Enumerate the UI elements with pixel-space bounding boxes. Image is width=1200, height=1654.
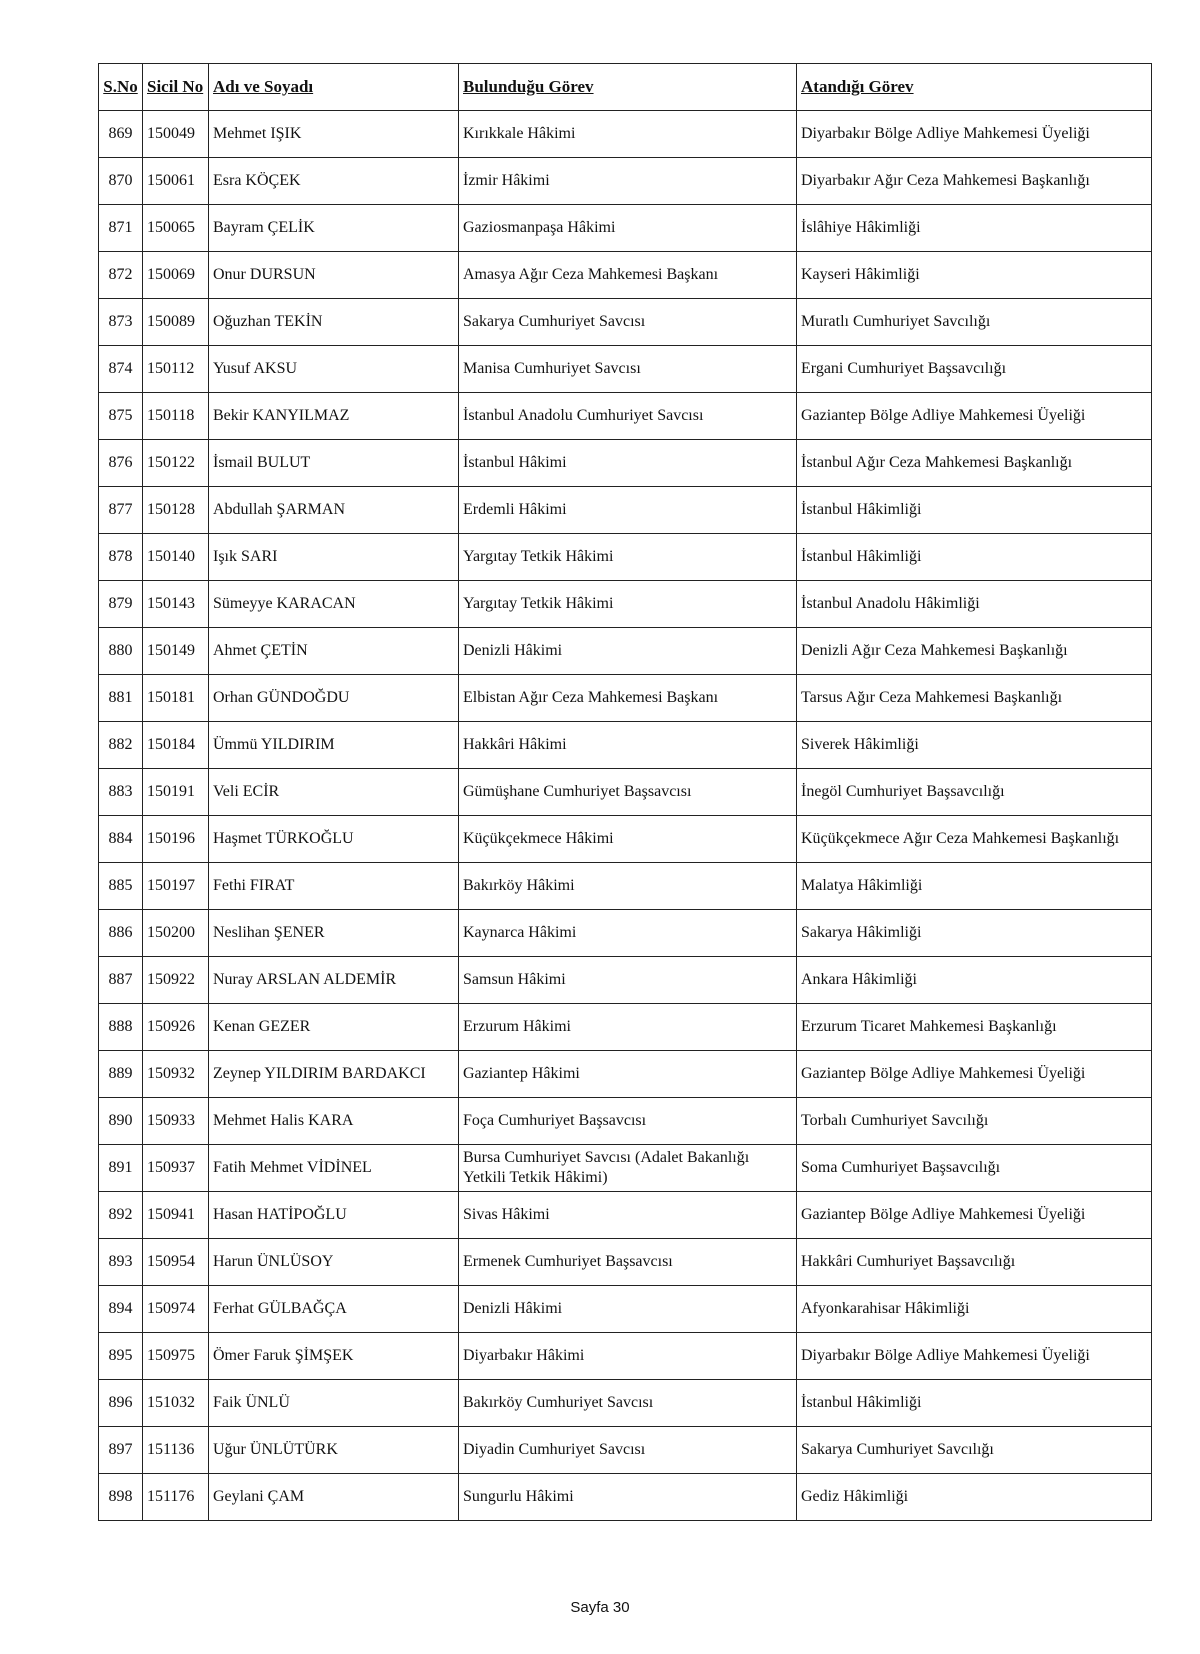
cell-name: Fatih Mehmet VİDİNEL	[209, 1145, 459, 1192]
cell-sicil-no: 150065	[143, 205, 209, 252]
cell-name: İsmail BULUT	[209, 440, 459, 487]
cell-sno: 870	[99, 158, 143, 205]
table-row	[99, 1380, 1152, 1427]
table-row	[99, 1333, 1152, 1380]
cell-name: Oğuzhan TEKİN	[209, 299, 459, 346]
cell-name: Orhan GÜNDOĞDU	[209, 675, 459, 722]
cell-sno: 898	[99, 1474, 143, 1521]
cell-sno: 887	[99, 957, 143, 1004]
cell-assigned-position: Gediz Hâkimliği	[797, 1474, 1152, 1521]
cell-current-position: Diyarbakır Hâkimi	[459, 1333, 797, 1380]
cell-assigned-position: Torbalı Cumhuriyet Savcılığı	[797, 1098, 1152, 1145]
cell-current-position: Kırıkkale Hâkimi	[459, 111, 797, 158]
cell-name: Haşmet TÜRKOĞLU	[209, 816, 459, 863]
cell-assigned-position: Diyarbakır Ağır Ceza Mahkemesi Başkanlığı	[797, 158, 1152, 205]
cell-assigned-position: Gaziantep Bölge Adliye Mahkemesi Üyeliği	[797, 1051, 1152, 1098]
cell-assigned-position: Ankara Hâkimliği	[797, 957, 1152, 1004]
table-row	[99, 1192, 1152, 1239]
cell-assigned-position: Ergani Cumhuriyet Başsavcılığı	[797, 346, 1152, 393]
table-row	[99, 1239, 1152, 1286]
cell-name: Harun ÜNLÜSOY	[209, 1239, 459, 1286]
cell-sno: 886	[99, 910, 143, 957]
cell-assigned-position: İslâhiye Hâkimliği	[797, 205, 1152, 252]
cell-assigned-position: İstanbul Hâkimliği	[797, 487, 1152, 534]
cell-sno: 884	[99, 816, 143, 863]
cell-sicil-no: 150049	[143, 111, 209, 158]
cell-sno: 876	[99, 440, 143, 487]
cell-sicil-no: 150118	[143, 393, 209, 440]
header-name: Adı ve Soyadı	[209, 64, 459, 111]
cell-sicil-no: 150975	[143, 1333, 209, 1380]
cell-name: Hasan HATİPOĞLU	[209, 1192, 459, 1239]
table-body	[99, 111, 1152, 1521]
cell-sno: 873	[99, 299, 143, 346]
cell-sicil-no: 150128	[143, 487, 209, 534]
cell-sno: 895	[99, 1333, 143, 1380]
cell-assigned-position: Gaziantep Bölge Adliye Mahkemesi Üyeliği	[797, 1192, 1152, 1239]
cell-current-position: Gaziosmanpaşa Hâkimi	[459, 205, 797, 252]
cell-sicil-no: 150954	[143, 1239, 209, 1286]
cell-name: Onur DURSUN	[209, 252, 459, 299]
cell-current-position: Sungurlu Hâkimi	[459, 1474, 797, 1521]
table-row	[99, 957, 1152, 1004]
cell-name: Ahmet ÇETİN	[209, 628, 459, 675]
cell-sno: 885	[99, 863, 143, 910]
table-row	[99, 1145, 1152, 1192]
table-row	[99, 581, 1152, 628]
table-row	[99, 628, 1152, 675]
cell-current-position: Erdemli Hâkimi	[459, 487, 797, 534]
cell-current-position: Diyadin Cumhuriyet Savcısı	[459, 1427, 797, 1474]
table-row	[99, 1004, 1152, 1051]
cell-assigned-position: Diyarbakır Bölge Adliye Mahkemesi Üyeliği	[797, 111, 1152, 158]
cell-sno: 878	[99, 534, 143, 581]
cell-name: Ümmü YILDIRIM	[209, 722, 459, 769]
cell-name: Fethi FIRAT	[209, 863, 459, 910]
cell-sicil-no: 150143	[143, 581, 209, 628]
cell-assigned-position: Erzurum Ticaret Mahkemesi Başkanlığı	[797, 1004, 1152, 1051]
cell-current-position: İstanbul Anadolu Cumhuriyet Savcısı	[459, 393, 797, 440]
cell-sno: 879	[99, 581, 143, 628]
cell-assigned-position: Malatya Hâkimliği	[797, 863, 1152, 910]
cell-name: Bekir KANYILMAZ	[209, 393, 459, 440]
table-row	[99, 205, 1152, 252]
cell-assigned-position: İstanbul Anadolu Hâkimliği	[797, 581, 1152, 628]
cell-name: Neslihan ŞENER	[209, 910, 459, 957]
cell-current-position: Küçükçekmece Hâkimi	[459, 816, 797, 863]
cell-current-position: Kaynarca Hâkimi	[459, 910, 797, 957]
cell-sicil-no: 150941	[143, 1192, 209, 1239]
table-row	[99, 1474, 1152, 1521]
cell-assigned-position: Hakkâri Cumhuriyet Başsavcılığı	[797, 1239, 1152, 1286]
appointments-table	[98, 63, 1152, 1521]
cell-name: Kenan GEZER	[209, 1004, 459, 1051]
cell-current-position: İstanbul Hâkimi	[459, 440, 797, 487]
cell-sicil-no: 150069	[143, 252, 209, 299]
cell-current-position: Bakırköy Hâkimi	[459, 863, 797, 910]
cell-sno: 872	[99, 252, 143, 299]
cell-assigned-position: Siverek Hâkimliği	[797, 722, 1152, 769]
cell-sno: 896	[99, 1380, 143, 1427]
cell-current-position: Bakırköy Cumhuriyet Savcısı	[459, 1380, 797, 1427]
cell-sno: 871	[99, 205, 143, 252]
cell-sicil-no: 150937	[143, 1145, 209, 1192]
cell-current-position: Hakkâri Hâkimi	[459, 722, 797, 769]
cell-sicil-no: 150926	[143, 1004, 209, 1051]
cell-sicil-no: 150181	[143, 675, 209, 722]
cell-sicil-no: 150196	[143, 816, 209, 863]
cell-current-position: Samsun Hâkimi	[459, 957, 797, 1004]
cell-sicil-no: 150112	[143, 346, 209, 393]
cell-name: Uğur ÜNLÜTÜRK	[209, 1427, 459, 1474]
table-row	[99, 440, 1152, 487]
cell-sno: 875	[99, 393, 143, 440]
cell-sicil-no: 151176	[143, 1474, 209, 1521]
header-current-position: Bulunduğu Görev	[459, 64, 797, 111]
cell-name: Faik ÜNLÜ	[209, 1380, 459, 1427]
cell-sno: 869	[99, 111, 143, 158]
cell-name: Nuray ARSLAN ALDEMİR	[209, 957, 459, 1004]
cell-name: Işık SARI	[209, 534, 459, 581]
cell-current-position: Sakarya Cumhuriyet Savcısı	[459, 299, 797, 346]
table-row	[99, 910, 1152, 957]
table-row	[99, 346, 1152, 393]
cell-sno: 880	[99, 628, 143, 675]
cell-sno: 897	[99, 1427, 143, 1474]
cell-sno: 883	[99, 769, 143, 816]
cell-current-position: Manisa Cumhuriyet Savcısı	[459, 346, 797, 393]
cell-name: Ömer Faruk ŞİMŞEK	[209, 1333, 459, 1380]
cell-sicil-no: 150932	[143, 1051, 209, 1098]
cell-assigned-position: Denizli Ağır Ceza Mahkemesi Başkanlığı	[797, 628, 1152, 675]
cell-sicil-no: 150974	[143, 1286, 209, 1333]
table-row	[99, 816, 1152, 863]
cell-sno: 874	[99, 346, 143, 393]
cell-sno: 890	[99, 1098, 143, 1145]
cell-assigned-position: Sakarya Hâkimliği	[797, 910, 1152, 957]
cell-sicil-no: 150122	[143, 440, 209, 487]
header-assigned-position: Atandığı Görev	[797, 64, 1152, 111]
table-row	[99, 534, 1152, 581]
cell-current-position: İzmir Hâkimi	[459, 158, 797, 205]
table-row	[99, 675, 1152, 722]
cell-sicil-no: 150089	[143, 299, 209, 346]
cell-current-position: Yargıtay Tetkik Hâkimi	[459, 581, 797, 628]
cell-assigned-position: Sakarya Cumhuriyet Savcılığı	[797, 1427, 1152, 1474]
cell-sicil-no: 151136	[143, 1427, 209, 1474]
cell-sicil-no: 150149	[143, 628, 209, 675]
cell-assigned-position: İstanbul Hâkimliği	[797, 1380, 1152, 1427]
cell-sicil-no: 150922	[143, 957, 209, 1004]
cell-current-position: Erzurum Hâkimi	[459, 1004, 797, 1051]
cell-assigned-position: Tarsus Ağır Ceza Mahkemesi Başkanlığı	[797, 675, 1152, 722]
table-row	[99, 487, 1152, 534]
table-row	[99, 1286, 1152, 1333]
cell-sicil-no: 150184	[143, 722, 209, 769]
cell-name: Geylani ÇAM	[209, 1474, 459, 1521]
cell-sicil-no: 150197	[143, 863, 209, 910]
cell-current-position: Elbistan Ağır Ceza Mahkemesi Başkanı	[459, 675, 797, 722]
cell-sno: 888	[99, 1004, 143, 1051]
cell-sicil-no: 150140	[143, 534, 209, 581]
cell-assigned-position: İstanbul Ağır Ceza Mahkemesi Başkanlığı	[797, 440, 1152, 487]
header-sicil-no: Sicil No	[143, 64, 209, 111]
table-row	[99, 722, 1152, 769]
cell-sno: 891	[99, 1145, 143, 1192]
cell-sicil-no: 150191	[143, 769, 209, 816]
table-header-row	[99, 64, 1152, 111]
cell-sicil-no: 151032	[143, 1380, 209, 1427]
cell-assigned-position: Kayseri Hâkimliği	[797, 252, 1152, 299]
cell-sno: 877	[99, 487, 143, 534]
cell-current-position: Gaziantep Hâkimi	[459, 1051, 797, 1098]
cell-name: Veli ECİR	[209, 769, 459, 816]
cell-name: Esra KÖÇEK	[209, 158, 459, 205]
cell-current-position: Gümüşhane Cumhuriyet Başsavcısı	[459, 769, 797, 816]
cell-current-position: Sivas Hâkimi	[459, 1192, 797, 1239]
cell-current-position: Amasya Ağır Ceza Mahkemesi Başkanı	[459, 252, 797, 299]
table-row	[99, 769, 1152, 816]
table-row	[99, 1427, 1152, 1474]
table-row	[99, 252, 1152, 299]
table-row	[99, 158, 1152, 205]
cell-name: Sümeyye KARACAN	[209, 581, 459, 628]
cell-sno: 894	[99, 1286, 143, 1333]
cell-sicil-no: 150933	[143, 1098, 209, 1145]
cell-name: Mehmet IŞIK	[209, 111, 459, 158]
table-row	[99, 393, 1152, 440]
cell-name: Mehmet Halis KARA	[209, 1098, 459, 1145]
table-row	[99, 111, 1152, 158]
cell-assigned-position: İstanbul Hâkimliği	[797, 534, 1152, 581]
cell-assigned-position: İnegöl Cumhuriyet Başsavcılığı	[797, 769, 1152, 816]
cell-current-position: Foça Cumhuriyet Başsavcısı	[459, 1098, 797, 1145]
table-row	[99, 299, 1152, 346]
cell-name: Abdullah ŞARMAN	[209, 487, 459, 534]
page-number: Sayfa 30	[570, 1599, 630, 1616]
cell-current-position: Yargıtay Tetkik Hâkimi	[459, 534, 797, 581]
cell-current-position: Ermenek Cumhuriyet Başsavcısı	[459, 1239, 797, 1286]
header-sno: S.No	[99, 64, 143, 111]
table-row	[99, 1098, 1152, 1145]
cell-current-position: Denizli Hâkimi	[459, 1286, 797, 1333]
cell-assigned-position: Afyonkarahisar Hâkimliği	[797, 1286, 1152, 1333]
cell-current-position: Denizli Hâkimi	[459, 628, 797, 675]
table-row	[99, 863, 1152, 910]
cell-sicil-no: 150200	[143, 910, 209, 957]
cell-sno: 881	[99, 675, 143, 722]
cell-assigned-position: Küçükçekmece Ağır Ceza Mahkemesi Başkanlığı	[797, 816, 1152, 863]
cell-assigned-position: Gaziantep Bölge Adliye Mahkemesi Üyeliği	[797, 393, 1152, 440]
cell-sno: 892	[99, 1192, 143, 1239]
table-row	[99, 1051, 1152, 1098]
cell-assigned-position: Diyarbakır Bölge Adliye Mahkemesi Üyeliği	[797, 1333, 1152, 1380]
cell-sicil-no: 150061	[143, 158, 209, 205]
cell-name: Yusuf AKSU	[209, 346, 459, 393]
cell-assigned-position: Muratlı Cumhuriyet Savcılığı	[797, 299, 1152, 346]
cell-name: Ferhat GÜLBAĞÇA	[209, 1286, 459, 1333]
cell-sno: 889	[99, 1051, 143, 1098]
cell-sno: 882	[99, 722, 143, 769]
cell-assigned-position: Soma Cumhuriyet Başsavcılığı	[797, 1145, 1152, 1192]
cell-name: Zeynep YILDIRIM BARDAKCI	[209, 1051, 459, 1098]
cell-current-position: Bursa Cumhuriyet Savcısı (Adalet Bakanlığı Yetkili Tetkik Hâkimi)	[459, 1145, 797, 1192]
cell-name: Bayram ÇELİK	[209, 205, 459, 252]
cell-sno: 893	[99, 1239, 143, 1286]
